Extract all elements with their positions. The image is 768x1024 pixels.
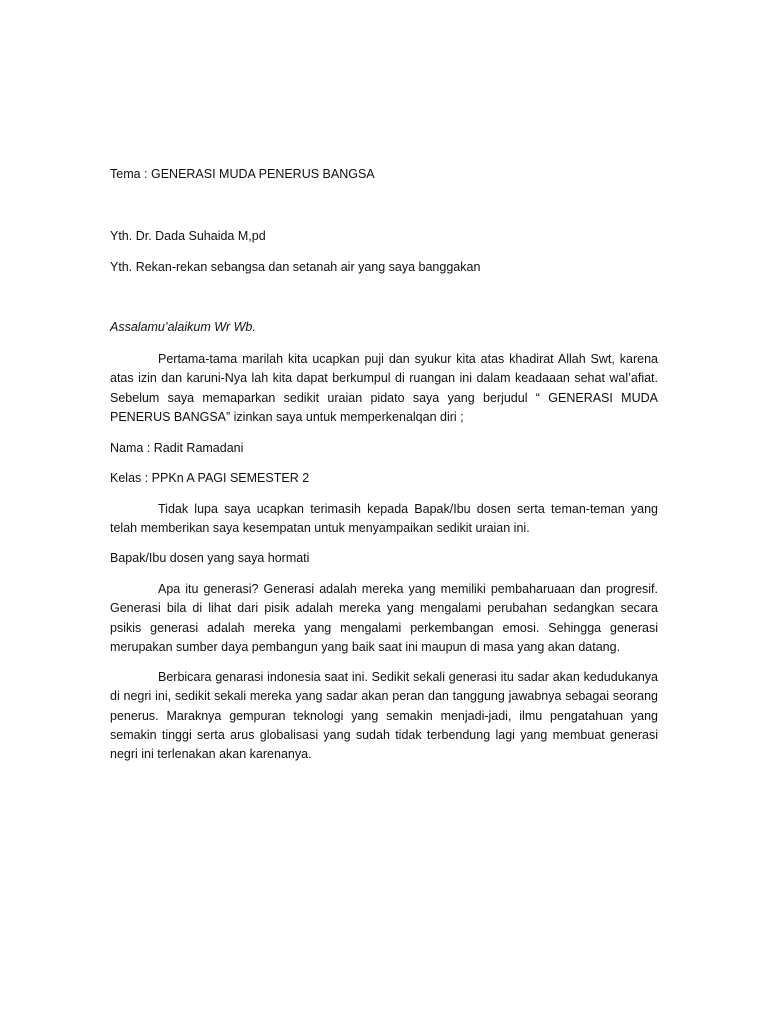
addressee-lecturer: Yth. Dr. Dada Suhaida M,pd [110,229,266,243]
opening-greeting: Assalamu’alaikum Wr Wb. [110,320,256,334]
speaker-name: Nama : Radit Ramadani [110,441,244,455]
speaker-class: Kelas : PPKn A PAGI SEMESTER 2 [110,471,310,485]
addressee-audience: Yth. Rekan-rekan sebangsa dan setanah air yang saya banggakan [110,260,481,274]
lecturer-greeting: Bapak/Ibu dosen yang saya hormati [110,551,310,565]
indonesian-generation-paragraph: Berbicara genarasi indonesia saat ini. Sedikit sekali generasi itu sadar akan kedudukanya di negri ini, sedikit sekali mereka yang sadar akan peran dan tanggung jawabnya sebagai seorang penerus. Maraknya gempuran teknologi yang semakin menjadi-jadi, ilmu pengatahuan yang semakin tinggi serta arus globalisasi yang sudah tidak terbendung lagi yang membuat generasi negri ini terlenakan akan karenanya. [110,670,658,762]
thanks-paragraph: Tidak lupa saya ucapkan terimasih kepada Bapak/Ibu dosen serta teman-teman yang telah memberikan saya kesempatan untuk menyampaikan sedikit uraian ini. [110,502,658,536]
speech-theme: Tema : GENERASI MUDA PENERUS BANGSA [110,167,375,181]
opening-paragraph: Pertama-tama marilah kita ucapkan puji dan syukur kita atas khadirat Allah Swt, karena atas izin dan karuni-Nya lah kita dapat berkumpul di ruangan ini dalam keadaaan sehat wal’afiat. Sebelum saya memaparkan sedikit uraian pidato saya yang berjudul “ GENERASI MUDA PENERUS BANGSA” izinkan saya untuk memperkenalqan diri ; [110,352,658,424]
generation-definition-paragraph: Apa itu generasi? Generasi adalah mereka yang memiliki pembaharuaan dan progresif. Generasi bila di lihat dari pisik adalah mereka yang mengalami perubahan sedangkan secara psikis generasi adalah mereka yang mengalami perkembangan emosi. Sehingga generasi merupakan sumber daya pembangun yang baik saat ini maupun di masa yang akan datang. [110,582,658,654]
